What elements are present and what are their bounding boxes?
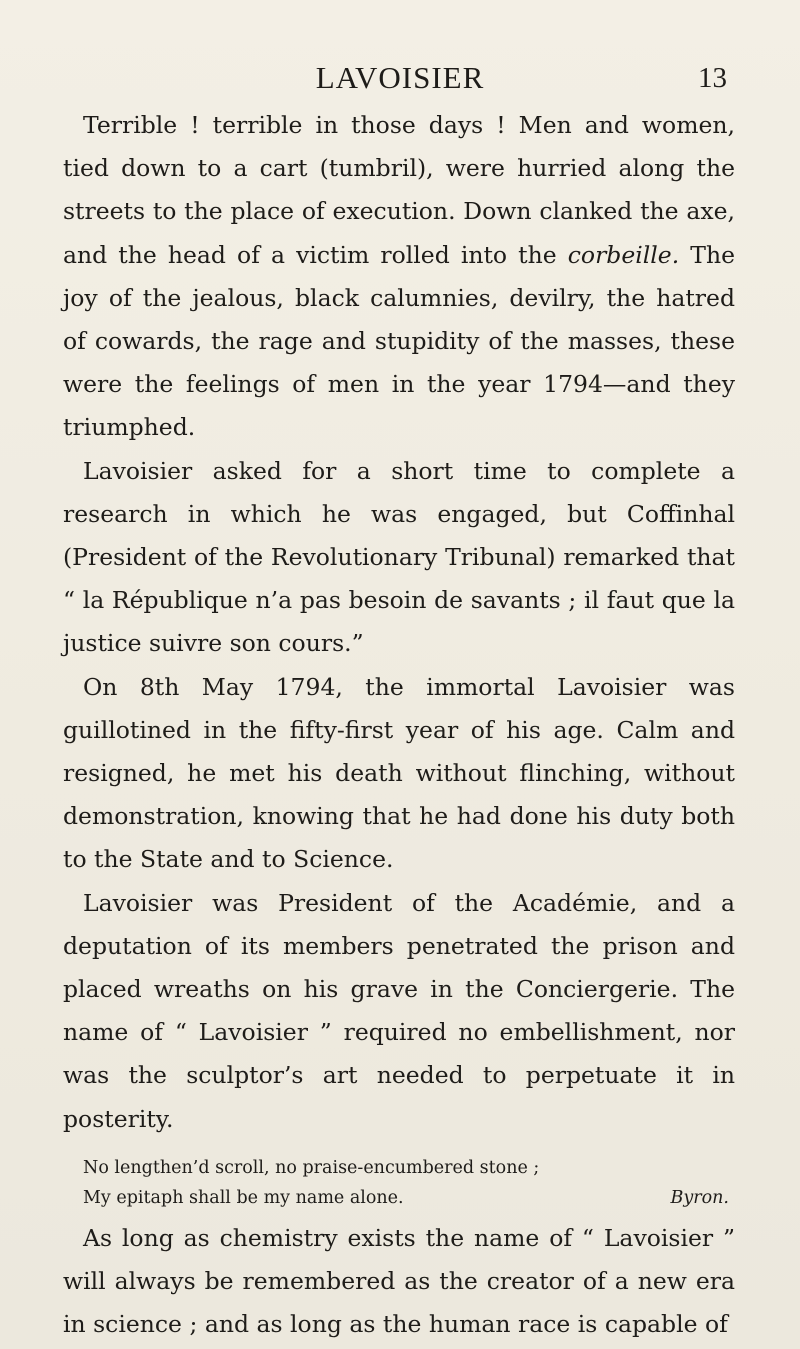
page-number: 13 bbox=[698, 62, 727, 94]
running-title: LAVOISIER bbox=[315, 60, 485, 95]
paragraph-academie: Lavoisier was President of the Académie, and a deputation of its members penetrated the prison and placed wreaths on his grave in the Conciergerie. The name of “ Lavoisier ” required no embellishment, nor was the sculptor’s art needed to perpetuate it in posterity. bbox=[63, 888, 735, 1133]
paragraph-execution-text: Terrible ! terrible in those days ! Men and women, tied down to a cart (tumbril), were hurried along the streets to the place of execution. Down clanked the axe, and the head of a victim rolled into the bbox=[63, 111, 735, 269]
italic-word-corbeille: corbeille. bbox=[567, 240, 680, 269]
byron-quote bbox=[63, 1153, 735, 1213]
quote-line-2: My epitaph shall be my name alone. bbox=[83, 1187, 404, 1208]
running-head bbox=[0, 60, 800, 100]
quote-attribution: Byron. bbox=[670, 1187, 729, 1208]
paragraph-execution-text-end: The joy of the jealous, black calumnies, devilry, the hatred of cowards, the rage and stupidity of the masses, these were the feelings of men in the year 1794—and they triumphed. bbox=[63, 240, 735, 442]
body-text bbox=[63, 104, 735, 1346]
quote-line-1: No lengthen’d scroll, no praise-encumbered stone ; bbox=[83, 1157, 540, 1178]
paragraph-chemistry: As long as chemistry exists the name of “ Lavoisier ” will always be remembered as the creator of a new era in science ; and as long as the human race is capable of bbox=[63, 1223, 735, 1339]
paragraph-coffinhal: Lavoisier asked for a short time to complete a research in which he was engaged, but Coffinhal (President of the Revolutionary Tribunal) remarked that “ la République n’a pas besoin de savants ; il faut que la justice suivre son cours.” bbox=[63, 456, 735, 658]
quote-line-2-row bbox=[83, 1183, 735, 1213]
paragraph-execution bbox=[63, 104, 735, 450]
paragraph-guillotined: On 8th May 1794, the immortal Lavoisier was guillotined in the fifty-first year of his age. Calm and resigned, he met his death without flinching, without demonstration, knowing that he had done his duty both to the State and to Science. bbox=[63, 672, 735, 874]
